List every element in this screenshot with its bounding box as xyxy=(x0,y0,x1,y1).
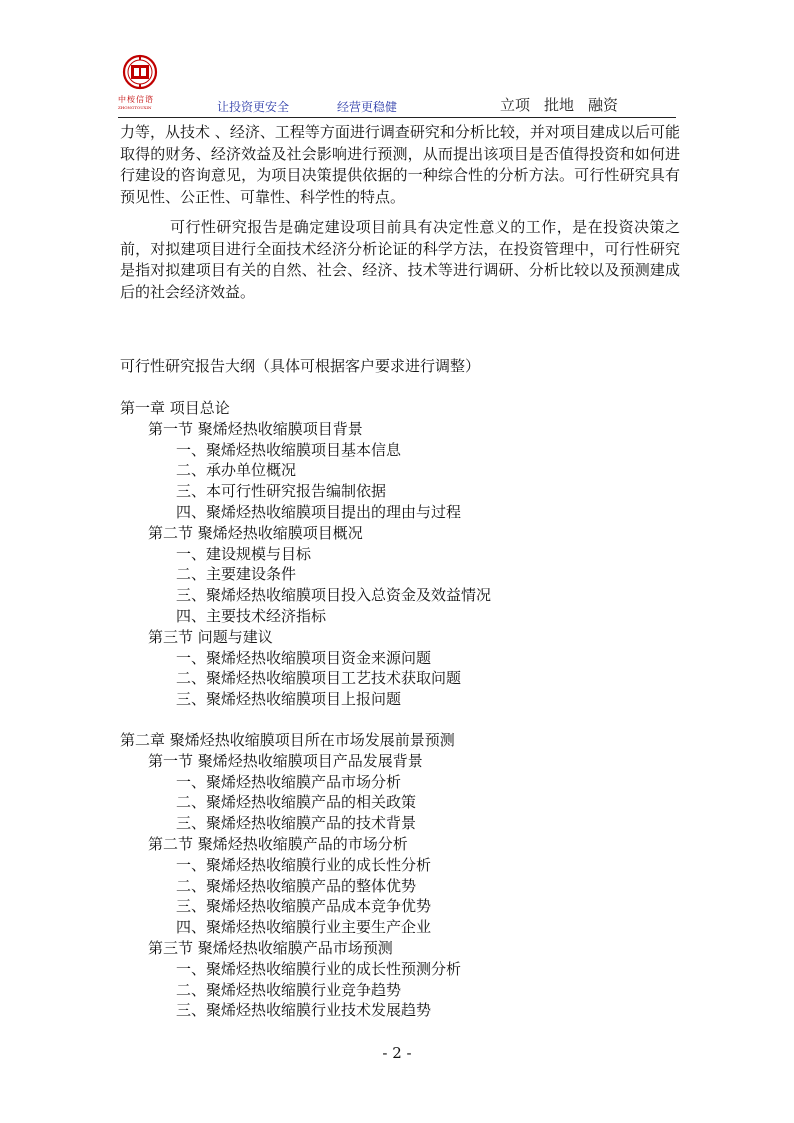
toc-item: 三、聚烯烃热收缩膜产品的技术背景 xyxy=(176,814,417,833)
toc-item: 三、聚烯烃热收缩膜项目上报问题 xyxy=(176,690,402,709)
toc-item: 三、聚烯烃热收缩膜项目投入总资金及效益情况 xyxy=(176,586,492,605)
toc-item: 四、主要技术经济指标 xyxy=(176,606,327,625)
section-title: 第三节 聚烯烃热收缩膜产品市场预测 xyxy=(148,938,393,957)
body-paragraph xyxy=(120,217,680,303)
toc-item: 三、本可行性研究报告编制依据 xyxy=(176,482,387,501)
service-list xyxy=(500,94,632,115)
toc-item: 二、聚烯烃热收缩膜产品的整体优势 xyxy=(176,876,417,895)
toc-item: 二、聚烯烃热收缩膜项目工艺技术获取问题 xyxy=(176,669,462,688)
toc-item: 二、聚烯烃热收缩膜产品的相关政策 xyxy=(176,793,417,812)
service-item: 批地 xyxy=(544,96,575,114)
service-item: 融资 xyxy=(588,96,619,114)
toc-item: 四、聚烯烃热收缩膜项目提出的理由与过程 xyxy=(176,502,462,521)
toc-item: 三、聚烯烃热收缩膜行业技术发展趋势 xyxy=(176,1001,432,1020)
toc-item: 一、聚烯烃热收缩膜项目基本信息 xyxy=(176,440,402,459)
spacer xyxy=(120,710,680,730)
toc-item: 一、聚烯烃热收缩膜产品市场分析 xyxy=(176,772,402,791)
logo-wordmark: 中桉信谘 xyxy=(118,95,154,104)
outline-title: 可行性研究报告大纲（具体可根据客户要求进行调整） xyxy=(120,357,481,375)
toc-item: 二、聚烯烃热收缩膜行业竞争趋势 xyxy=(176,980,402,999)
toc-item: 一、聚烯烃热收缩膜项目资金来源问题 xyxy=(176,648,432,667)
toc-item: 四、聚烯烃热收缩膜行业主要生产企业 xyxy=(176,918,432,937)
toc-item: 一、建设规模与目标 xyxy=(176,544,312,563)
section-title: 第一节 聚烯烃热收缩膜项目产品发展背景 xyxy=(148,751,423,770)
toc-item: 三、聚烯烃热收缩膜产品成本竞争优势 xyxy=(176,897,432,916)
page-number: - 2 - xyxy=(382,1044,412,1062)
logo-subtext: ZHONGTOUXIN xyxy=(118,105,152,110)
toc-item: 一、聚烯烃热收缩膜行业的成长性分析 xyxy=(176,855,432,874)
chapter-title: 第一章 项目总论 xyxy=(120,399,230,417)
toc-item: 一、聚烯烃热收缩膜行业的成长性预测分析 xyxy=(176,959,462,978)
slogan-left: 让投资更安全 xyxy=(217,100,290,114)
section-title: 第二节 聚烯烃热收缩膜产品的市场分析 xyxy=(148,834,408,853)
table-of-contents xyxy=(120,398,680,1021)
toc-item: 二、承办单位概况 xyxy=(176,461,297,480)
paragraph-text: 可行性研究报告是确定建设项目前具有决定性意义的工作，是在投资决策之前，对拟建项目进行全面技术经济分析论证的科学方法，在投资管理中，可行性研究是指对拟建项目有关的自然、社会、经济、技术等进行调研、分析比较以及预测建成后的社会经济效益。 xyxy=(120,218,680,301)
slogan-right: 经营更稳健 xyxy=(337,100,398,114)
chapter-title: 第二章 聚烯烃热收缩膜项目所在市场发展前景预测 xyxy=(120,730,455,749)
header-divider xyxy=(118,117,676,118)
page-header xyxy=(0,0,794,122)
body-paragraph: 力等，从技术 、经济、工程等方面进行调查研究和分析比较，并对项目建成以后可能取得的财务、经济效益及社会影响进行预测，从而提出该项目是否值得投资和如何进行建设的咨询意见，为项目决策提供依据的一种综合性的分析方法。可行性研究具有预见性、公正性、可靠性、科学性的特点。 xyxy=(120,123,680,206)
section-title: 第一节 聚烯烃热收缩膜项目背景 xyxy=(148,419,363,438)
section-title: 第二节 聚烯烃热收缩膜项目概况 xyxy=(148,523,363,542)
service-item: 立项 xyxy=(500,96,531,114)
section-title: 第三节 问题与建议 xyxy=(148,627,273,646)
toc-item: 二、主要建设条件 xyxy=(176,565,297,584)
